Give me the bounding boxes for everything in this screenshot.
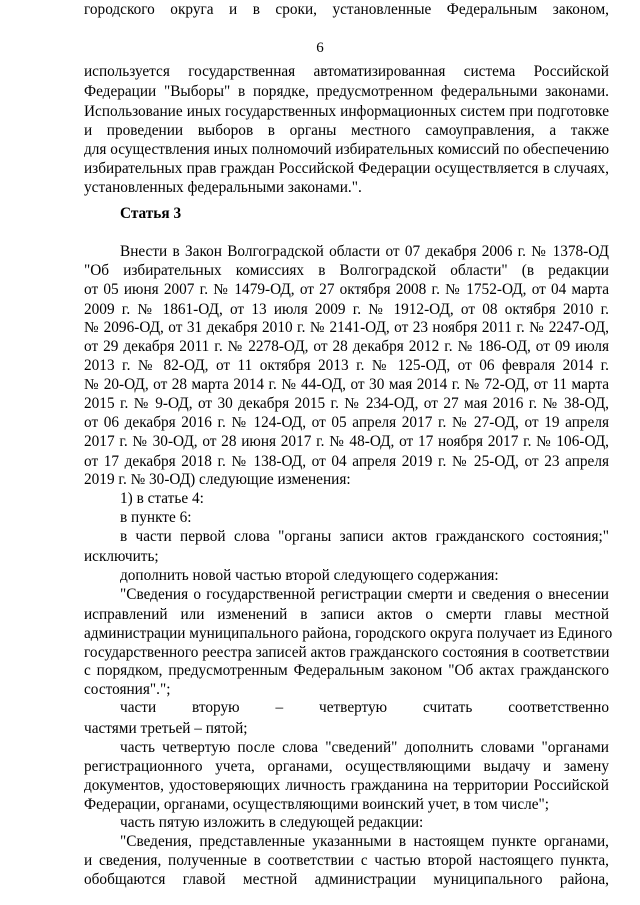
text-line: "Об избирательных комиссиях в Волгоградской области" (в редакции — [84, 262, 609, 279]
text-line: Внести в Закон Волгоградской области от 07 декабря 2006 г. № 1378-ОД — [120, 243, 609, 260]
text-line: № 20-ОД, от 28 марта 2014 г. № 44-ОД, от 30 мая 2014 г. № 72-ОД, от 11 марта — [84, 376, 609, 393]
text-line: установленных федеральными законами.". — [84, 179, 362, 196]
text-line: 2017 г. № 30-ОД, от 28 июня 2017 г. № 48-ОД, от 17 ноября 2017 г. № 106-ОД, — [84, 433, 609, 450]
text-line: дополнить новой частью второй следующего содержания: — [120, 567, 499, 584]
article-heading: Статья 3 — [120, 205, 182, 222]
text-line: состояния"."; — [84, 681, 171, 698]
text-line: в пункте 6: — [120, 509, 192, 526]
text-line: от 05 июня 2007 г. № 1479-ОД, от 27 октября 2008 г. № 1752-ОД, от 04 марта — [84, 281, 609, 298]
text-line: 2015 г. № 9-ОД, от 30 декабря 2015 г. № 234-ОД, от 27 мая 2016 г. № 38-ОД, — [84, 395, 609, 412]
text-line: части вторую – четвертую считать соответственно — [120, 699, 609, 716]
text-line: избирательных прав граждан Российской Федерации осуществляется в случаях, — [84, 160, 609, 177]
text-line: для осуществления иных полномочий избирательных комиссий по обеспечению — [84, 141, 610, 158]
text-line: обобщаются главой местной администрации муниципального района, — [84, 871, 609, 888]
page-number: 6 — [316, 40, 324, 56]
text-line: от 06 декабря 2016 г. № 124-ОД, от 05 апреля 2017 г. № 27-ОД, от 19 апреля — [84, 414, 609, 431]
text-line: от 29 декабря 2011 г. № 2278-ОД, от 28 декабря 2012 г. № 186-ОД, от 09 июля — [84, 338, 609, 355]
text-line: Федерации, органами, осуществляющими воинский учет, в том числе"; — [84, 796, 550, 813]
text-line: № 2096-ОД, от 31 декабря 2010 г. № 2141-ОД, от 23 ноября 2011 г. № 2247-ОД, — [84, 319, 609, 336]
text-line: администрации муниципального района, городского округа получает из Единого — [84, 625, 613, 642]
text-line: "Сведения, представленные указанными в настоящем пункте органами, — [120, 833, 609, 850]
text-line: регистрационного учета, органами, осуществляющими выдачу и замену — [84, 758, 609, 775]
text-line: 2013 г. № 82-ОД, от 11 октября 2013 г. № 125-ОД, от 06 февраля 2014 г. — [84, 357, 609, 374]
text-line: от 17 декабря 2018 г. № 138-ОД, от 04 апреля 2019 г. № 25-ОД, от 23 апреля — [84, 453, 609, 470]
text-line: часть пятую изложить в следующей редакции: — [120, 814, 424, 831]
text-line: исправлений или изменений в записи актов о смерти главы местной — [84, 606, 609, 623]
text-line: часть четвертую после слова "сведений" дополнить словами "органами — [120, 739, 609, 756]
text-line: Использование иных государственных информационных систем при подготовке — [84, 103, 609, 120]
text-line: документов, удостоверяющих личность гражданина на территории Российской — [84, 777, 609, 794]
text-line: государственного реестра записей актов гражданского состояния в соответствии — [84, 644, 610, 661]
text-line: Федерации "Выборы" в порядке, предусмотренном федеральными законами. — [84, 83, 609, 100]
text-line: "Сведения о государственной регистрации смерти и сведения о внесении — [120, 586, 609, 603]
text-line: 1) в статье 4: — [120, 490, 204, 507]
text-line: и сведения, полученные в соответствии с частью второй настоящего пункта, — [84, 852, 609, 869]
text-line: 2009 г. № 1861-ОД, от 13 июля 2009 г. № 1912-ОД, от 08 октября 2010 г. — [84, 301, 609, 318]
text-line: городского округа и в сроки, установленные Федеральным законом, — [84, 1, 609, 18]
text-line: исключить; — [84, 548, 159, 565]
text-line: 2019 г. № 30-ОД) следующие изменения: — [84, 471, 351, 488]
text-line: и проведении выборов в органы местного самоуправления, а также — [84, 122, 609, 139]
text-line: в части первой слова "органы записи актов гражданского состояния;" — [120, 528, 609, 545]
text-line: с порядком, предусмотренным Федеральным законом "Об актах гражданского — [84, 662, 609, 679]
text-line: частями третьей – пятой; — [84, 720, 248, 737]
text-line: используется государственная автоматизированная система Российской — [84, 63, 609, 80]
